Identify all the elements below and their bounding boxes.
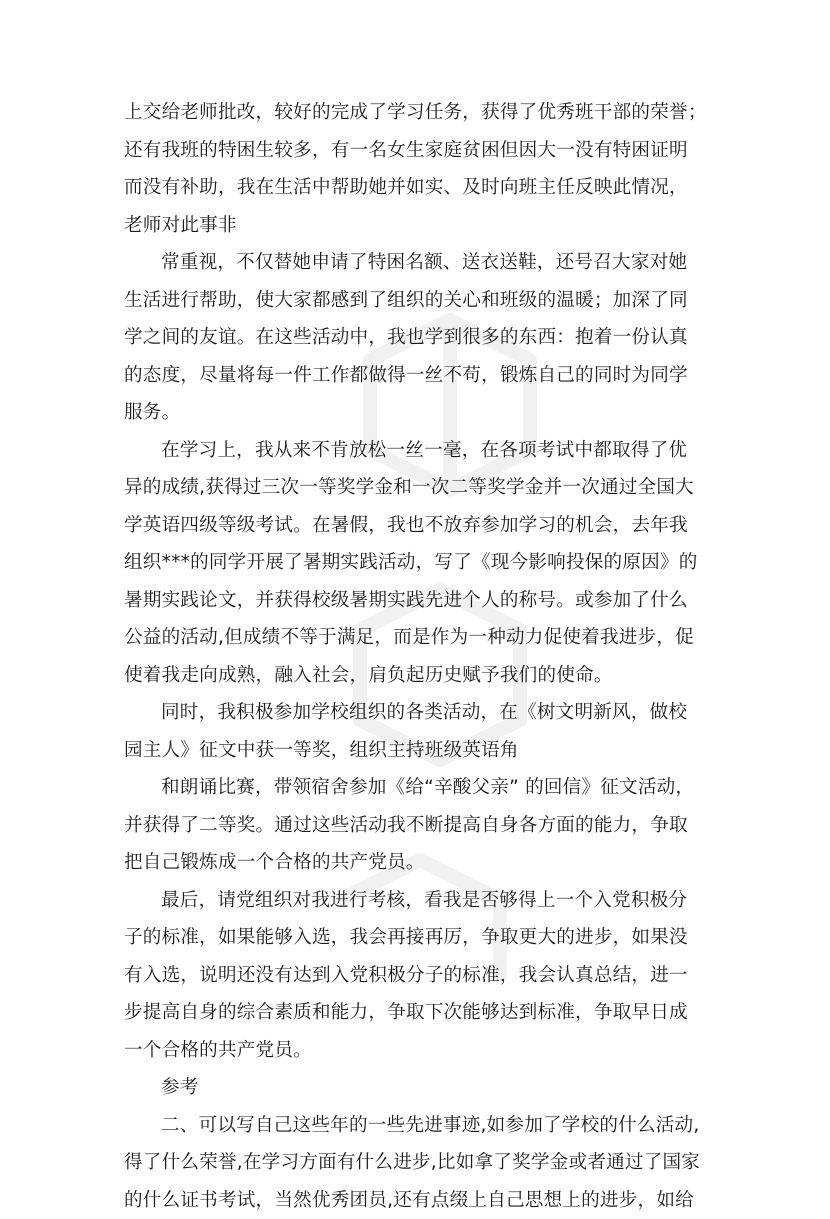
text-line: 子的标准，如果能够入选，我会再接再厉，争取更大的进步，如果没 (124, 919, 714, 957)
text-line: 的什么证书考试，当然优秀团员,还有点缀上自己思想上的进步，如给 (124, 1182, 714, 1219)
text-line: 常重视，不仅替她申请了特困名额、送衣送鞋，还号召大家对她 (124, 244, 714, 282)
text-line: 学之间的友谊。在这些活动中，我也学到很多的东西：抱着一份认真 (124, 319, 714, 357)
text-line: 同时，我积极参加学校组织的各类活动，在《树文明新风，做校 (124, 694, 714, 732)
text-line: 在学习上，我从来不肯放松一丝一毫，在各项考试中都取得了优 (124, 432, 714, 470)
text-line: 生活进行帮助，使大家都感到了组织的关心和班级的温暖；加深了同 (124, 282, 714, 320)
text-line: 上交给老师批改，较好的完成了学习任务，获得了优秀班干部的荣誉； (124, 94, 714, 132)
document-body (124, 94, 714, 1219)
text-line: 把自己锻炼成一个合格的共产党员。 (124, 844, 714, 882)
text-line: 使着我走向成熟，融入社会，肩负起历史赋予我们的使命。 (124, 657, 714, 695)
text-line: 的态度，尽量将每一件工作都做得一丝不苟，锻炼自己的同时为同学 (124, 357, 714, 395)
text-line: 二、可以写自己这些年的一些先进事迹,如参加了学校的什么活动, (124, 1107, 714, 1145)
text-line: 公益的活动,但成绩不等于满足，而是作为一种动力促使着我进步，促 (124, 619, 714, 657)
text-line: 步提高自身的综合素质和能力，争取下次能够达到标准，争取早日成 (124, 994, 714, 1032)
text-line: 暑期实践论文，并获得校级暑期实践先进个人的称号。或参加了什么 (124, 582, 714, 620)
text-line: 组织***的同学开展了暑期实践活动，写了《现今影响投保的原因》的 (124, 544, 714, 582)
text-line: 老师对此事非 (124, 207, 714, 245)
text-line: 服务。 (124, 394, 714, 432)
text-line: 学英语四级等级考试。在暑假，我也不放弃参加学习的机会，去年我 (124, 507, 714, 545)
text-line: 还有我班的特困生较多，有一名女生家庭贫困但因大一没有特困证明 (124, 132, 714, 170)
text-line: 园主人》征文中获一等奖，组织主持班级英语角 (124, 732, 714, 770)
text-line: 异的成绩,获得过三次一等奖学金和一次二等奖学金并一次通过全国大 (124, 469, 714, 507)
text-line: 和朗诵比赛，带领宿舍参加《给“辛酸父亲” 的回信》征文活动， (124, 769, 714, 807)
text-line: 得了什么荣誉,在学习方面有什么进步,比如拿了奖学金或者通过了国家 (124, 1144, 714, 1182)
text-line: 而没有补助，我在生活中帮助她并如实、及时向班主任反映此情况， (124, 169, 714, 207)
text-line: 并获得了二等奖。通过这些活动我不断提高自身各方面的能力，争取 (124, 807, 714, 845)
text-line: 一个合格的共产党员。 (124, 1032, 714, 1070)
text-line: 参考 (124, 1069, 714, 1107)
text-line: 有入选，说明还没有达到入党积极分子的标准，我会认真总结，进一 (124, 957, 714, 995)
text-line: 最后，请党组织对我进行考核，看我是否够得上一个入党积极分 (124, 882, 714, 920)
